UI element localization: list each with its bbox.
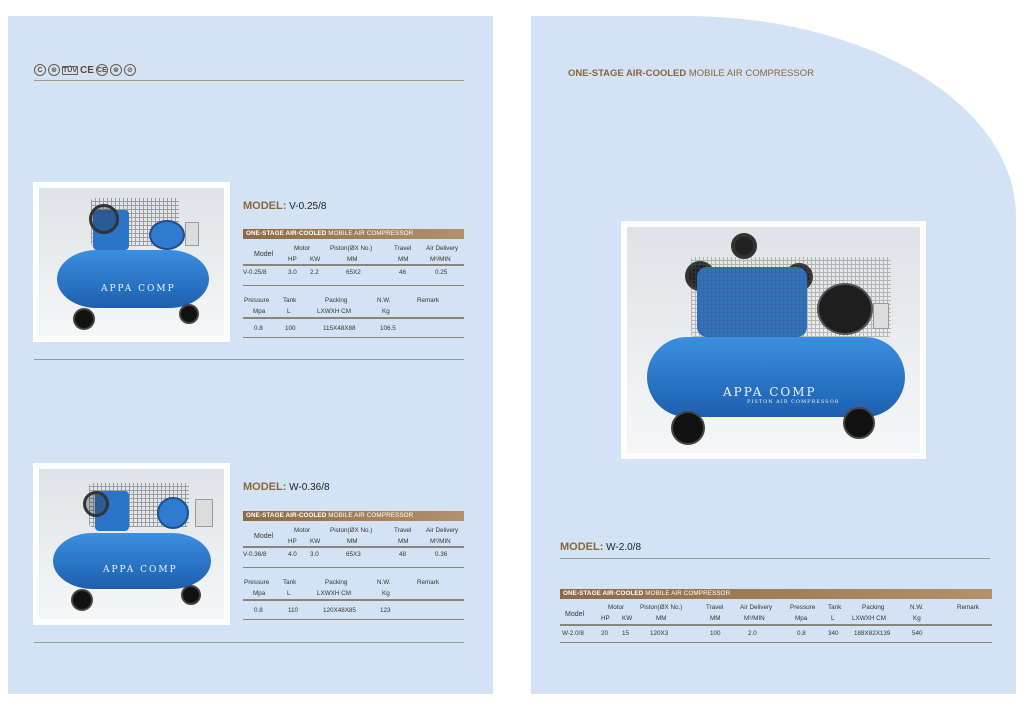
product-photo-w-2-0-8 [621,221,926,459]
cell-nw: 106.5 [380,325,396,332]
col-packing: Packing [862,604,885,611]
cylinder-head-icon [731,233,757,259]
col-travel: Travel [394,527,412,534]
col-m3-min: M³/MIN [744,615,765,622]
col-mpa: Mpa [253,308,266,315]
col-kw: KW [310,538,321,545]
cell-tank: 340 [828,630,839,637]
heading-rest: MOBILE AIR COMPRESSOR [688,68,814,79]
flywheel-icon [89,204,119,234]
band-title-bold: ONE-STAGE AIR-COOLED [246,512,327,519]
page-heading [568,68,814,79]
model-title [243,200,326,212]
spec-band [560,589,992,599]
cell-tank: 110 [288,607,299,614]
table-rule [243,546,464,548]
col-tank: Tank [828,604,842,611]
model-title [560,541,641,553]
col-kw: KW [622,615,633,622]
col-nw: N.W. [377,297,391,304]
model-label: MODEL: [560,541,604,553]
cell-air-delivery: 0.25 [435,269,448,276]
col-kg: Kg [382,590,390,597]
col-nw: N.W. [377,579,391,586]
catalog-page-left [8,16,493,694]
certification-mark-icon: ⊛ [48,64,60,76]
cell-hp: 3.0 [288,269,297,276]
motor-icon [149,220,185,250]
col-kw: KW [310,256,321,263]
model-label: MODEL: [243,481,287,493]
col-hp: HP [288,538,297,545]
table-rule [560,624,992,626]
wheel-icon [843,407,875,439]
col-pressure: Pressure [244,297,270,304]
cell-piston: 65X2 [346,269,361,276]
brand-logo-text: APPA COMP [103,565,178,575]
col-remark: Remark [417,579,440,586]
model-number: V-0.25/8 [289,201,327,212]
cell-air-delivery: 0.36 [435,551,448,558]
col-mpa: Mpa [795,615,808,622]
product-photo-v-0-25-8 [33,182,230,342]
cell-hp: 20 [601,630,609,637]
flywheel-icon [83,491,109,517]
spec-band [243,511,464,521]
col-l: L [287,308,291,315]
col-motor: Motor [294,245,311,252]
col-m3-min: M³/MIN [430,538,451,545]
model-label: MODEL: [243,200,287,212]
cell-hp: 4.0 [288,551,297,558]
motor-icon [157,497,189,529]
wheel-icon [71,589,93,611]
table-rule [243,285,464,286]
col-motor: Motor [294,527,311,534]
col-l: L [287,590,291,597]
cell-kw: 15 [622,630,630,637]
col-mm: MM [398,538,409,545]
table-rule [243,599,464,601]
col-pressure: Pressure [244,579,270,586]
tuv-mark-icon: TÜV [63,66,77,74]
wheel-icon [73,308,95,330]
catalog-page-right [531,16,1016,694]
col-lxwxh: LXWXH CM [317,590,351,597]
air-tank-icon [53,533,211,589]
cell-air-delivery: 2.0 [748,630,757,637]
control-box-icon [873,303,889,329]
header-divider [34,80,464,81]
band-title-bold: ONE-STAGE AIR-COOLED [246,230,327,237]
col-mm: MM [710,615,721,622]
col-piston: Piston(ØX No.) [330,245,373,252]
col-model: Model [565,611,585,618]
brand-logo-text: APPA COMP [723,385,817,399]
cell-tank: 100 [285,325,296,332]
certification-mark-icon: ⊗ [110,64,122,76]
col-tank: Tank [283,579,297,586]
col-piston: Piston(ØX No.) [640,604,683,611]
control-box-icon [195,499,213,527]
spec-table-w-2-0-8 [560,602,992,646]
col-lxwxh: LXWXH CM [317,308,351,315]
wheel-icon [179,304,199,324]
cell-kw: 2.2 [310,269,319,276]
col-nw: N.W. [910,604,924,611]
product-photo-w-0-36-8 [33,463,230,625]
col-mm: MM [656,615,667,622]
certification-logos [34,64,136,76]
col-mm: MM [398,256,409,263]
col-travel: Travel [394,245,412,252]
col-mm: MM [347,538,358,545]
col-mpa: Mpa [253,590,266,597]
cell-pressure: 0.8 [797,630,806,637]
col-air-delivery: Air Delivery [426,245,459,252]
section-divider [34,359,464,360]
table-rule [243,264,464,266]
table-rule [243,337,464,338]
certification-mark-icon: C [34,64,46,76]
col-air-delivery: Air Delivery [426,527,459,534]
section-divider [560,558,990,559]
air-tank-icon [647,337,905,417]
col-travel: Travel [706,604,724,611]
col-remark: Remark [417,297,440,304]
cell-kw: 3.0 [310,551,319,558]
cell-model: V-0.25/8 [243,269,267,276]
cell-packing: 188X82X139 [854,630,891,637]
cell-travel: 46 [399,269,407,276]
band-title-bold: ONE-STAGE AIR-COOLED [563,590,644,597]
col-packing: Packing [325,579,348,586]
cell-travel: 48 [399,551,407,558]
cell-piston: 120X3 [650,630,669,637]
motor-icon [817,283,873,335]
spec-table-w-0-36-8 [243,525,464,635]
col-lxwxh: LXWXH CM [852,615,886,622]
control-box-icon [185,222,199,246]
cell-nw: 123 [380,607,391,614]
table-rule [243,619,464,620]
cell-packing: 120X48X85 [323,607,356,614]
col-hp: HP [601,615,610,622]
model-number: W-0.36/8 [289,482,330,493]
col-model: Model [254,533,274,540]
cell-model: V-0.36/8 [243,551,267,558]
model-title [243,481,330,493]
col-kg: Kg [382,308,390,315]
heading-bold: ONE-STAGE AIR-COOLED [568,68,687,79]
brand-logo-text: APPA COMP [101,284,176,294]
col-motor: Motor [608,604,625,611]
table-rule [243,567,464,568]
air-tank-icon [57,250,209,308]
ce-mark-icon: CE [80,64,94,76]
cell-pressure: 0.8 [254,325,263,332]
col-m3-min: M³/MIN [430,256,451,263]
certification-mark-icon: CE [96,64,108,76]
table-rule [560,642,992,643]
col-air-delivery: Air Delivery [740,604,773,611]
col-mm: MM [347,256,358,263]
col-l: L [831,615,835,622]
col-pressure: Pressure [790,604,816,611]
band-title-rest: MOBILE AIR COMPRESSOR [328,512,414,519]
col-tank: Tank [283,297,297,304]
wheel-icon [181,585,201,605]
band-title-rest: MOBILE AIR COMPRESSOR [645,590,731,597]
wheel-icon [671,411,705,445]
table-rule [243,317,464,319]
col-model: Model [254,251,274,258]
band-title-rest: MOBILE AIR COMPRESSOR [328,230,414,237]
cell-model: W-2.0/8 [562,630,584,637]
cell-nw: 540 [912,630,923,637]
section-divider [34,642,464,643]
spec-band [243,229,464,239]
model-number: W-2.0/8 [606,542,642,553]
col-kg: Kg [913,615,921,622]
col-hp: HP [288,256,297,263]
cell-pressure: 0.8 [254,607,263,614]
certification-mark-icon: ⊘ [124,64,136,76]
cell-packing: 115X48X88 [323,325,356,332]
spec-table-v-0-25-8 [243,243,464,353]
cell-travel: 100 [710,630,721,637]
cell-piston: 65X3 [346,551,361,558]
brand-subtitle: PISTON AIR COMPRESSOR [747,399,840,405]
col-piston: Piston(ØX No.) [330,527,373,534]
col-remark: Remark [957,604,980,611]
col-packing: Packing [325,297,348,304]
